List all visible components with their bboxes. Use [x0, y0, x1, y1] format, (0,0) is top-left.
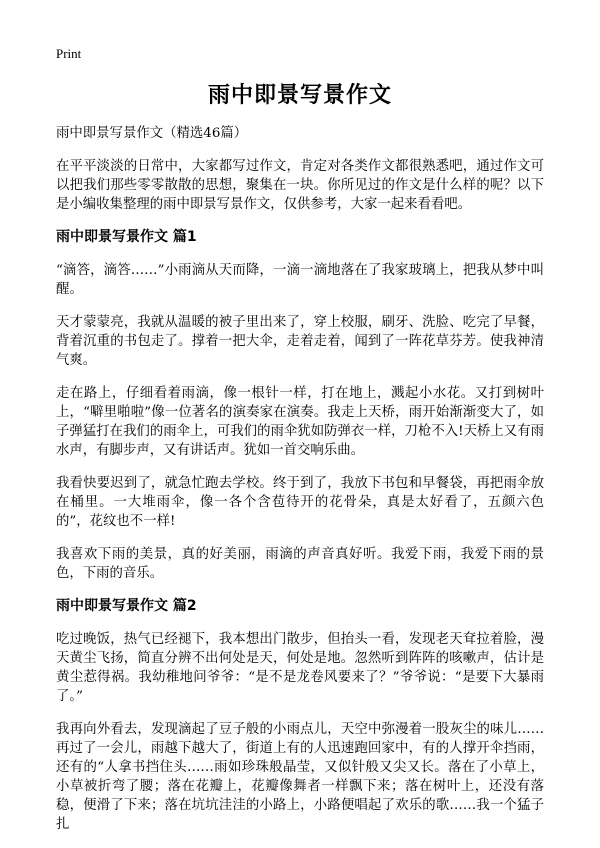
article-subtitle: 雨中即景写景作文（精选46篇）: [56, 126, 248, 141]
intro-paragraph: 在平平淡淡的日常中，大家都写过作文，肯定对各类作文都很熟悉吧，通过作文可以把我们那些零零散散的思想，聚集在一块。你所见过的作文是什么样的呢？以下是小编收集整理的雨中即景写景作文，仅供参考，大家一起来看看吧。: [56, 159, 544, 212]
article-body: [56, 124, 544, 848]
paragraph: 吃过晚饭，热气已经褪下，我本想出门散步，但抬头一看，发现老天耷拉着脸，漫天黄尘飞扬，简直分辨不出何处是天，何处是地。忽然听到阵阵的咳嗽声，估计是黄尘惹得祸。我幼稚地问爷爷：“是不是龙卷风要来了？”爷爷说：“是要下大暴雨了。”: [56, 632, 544, 704]
paragraph: “滴答，滴答……”小雨滴从天而降，一滴一滴地落在了我家玻璃上，把我从梦中叫醒。: [56, 263, 544, 297]
section-heading-2: 雨中即景写景作文 篇2: [56, 598, 197, 614]
section-heading-1: 雨中即景写景作文 篇1: [56, 229, 197, 245]
paragraph: 我看快要迟到了，就急忙跑去学校。终于到了，我放下书包和早餐袋，再把雨伞放在桶里。一大堆雨伞，像一各个含苞待开的花骨朵，真是太好看了，五颜六色的”，花纹也不一样!: [56, 476, 544, 529]
paragraph: 天才蒙蒙亮，我就从温暖的被子里出来了，穿上校服，刷牙、洗脸、吃完了早餐，背着沉重的书包走了。撑着一把大伞，走着走着，闻到了一阵花草芬芳。使我神清气爽。: [56, 315, 544, 368]
paragraph: 我喜欢下雨的美景，真的好美丽，雨滴的声音真好听。我爱下雨，我爱下雨的景色，下雨的音乐。: [56, 547, 544, 581]
print-link[interactable]: Print: [56, 46, 82, 61]
page-title: 雨中即景写景作文: [207, 83, 392, 108]
paragraph: 走在路上，仔细看着雨滴，像一根针一样，打在地上，溅起小水花。又打到树叶上，“噼里啪啦”像一位著名的演奏家在演奏。我走上天桥，雨开始渐渐变大了，如子弹猛打在我们的雨伞上，可我们的雨伞犹如防弹衣一样，刀枪不入!天桥上又有雨水声，有脚步声，又有讲话声。犹如一首交响乐曲。: [56, 386, 544, 458]
paragraph: 我再向外看去，发现滴起了豆子般的小雨点儿，天空中弥漫着一股灰尘的味儿……再过了一会儿，雨越下越大了，街道上有的人迅速跑回家中，有的人撑开伞挡雨，还有的“人拿书挡住头……雨如珍珠般晶莹，又似针般又尖又长。落在了小草上，小草被折弯了腰；落在花瓣上，花瓣像舞者一样飘下来；落在树叶上，还没有落稳，便滑了下来；落在坑坑洼洼的小路上，小路便唱起了欢乐的歌……我一个猛子扎: [56, 722, 544, 832]
